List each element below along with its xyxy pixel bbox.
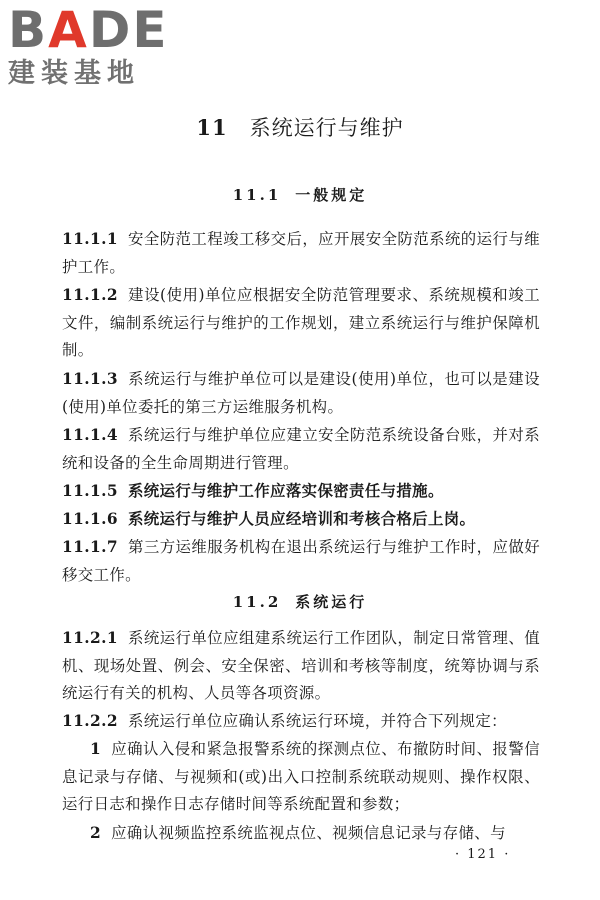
clause-number: 11.1.4	[62, 426, 118, 444]
clause-text: 系统运行与维护单位可以是建设(使用)单位，也可以是建设(使用)单位委托的第三方运维服务机构。	[62, 370, 540, 416]
clause-number: 11.1.3	[62, 370, 118, 388]
clause-text: 系统运行与维护人员应经培训和考核合格后上岗。	[127, 510, 476, 528]
chapter-title	[0, 112, 600, 142]
item-text: 应确认入侵和紧急报警系统的探测点位、布撤防时间、报警信息记录与存储、与视频和(或)出入口控制系统联动规则、操作权限、运行日志和操作日志存储时间等系统配置和参数；	[62, 740, 540, 814]
logo-letter-a: A	[48, 1, 89, 59]
section-number: 11.1	[232, 186, 282, 204]
clause-11-2-2	[62, 708, 540, 736]
item-text: 应确认视频监控系统监视点位、视频信息记录与存储、与	[111, 824, 506, 842]
clause-11-1-7	[62, 534, 540, 589]
clause-number: 11.1.5	[62, 482, 118, 500]
chapter-title-text: 系统运行与维护	[249, 116, 404, 140]
page-number: · 121 ·	[455, 847, 511, 862]
clause-number: 11.2.1	[62, 629, 118, 647]
section-heading-general	[0, 184, 600, 205]
clause-number: 11.1.1	[62, 230, 118, 248]
clause-text: 安全防范工程竣工移交后，应开展安全防范系统的运行与维护工作。	[62, 230, 540, 276]
clause-text: 系统运行单位应组建系统运行工作团队，制定日常管理、值机、现场处置、例会、安全保密、培训和考核等制度，统筹协调与系统运行有关的机构、人员等各项资源。	[62, 629, 540, 703]
clause-11-1-5	[62, 478, 540, 506]
section-title-text: 一般规定	[295, 186, 368, 204]
clause-11-1-3	[62, 366, 540, 421]
logo-wordmark	[8, 1, 173, 59]
clause-text: 系统运行与维护工作应落实保密责任与措施。	[127, 482, 444, 500]
clause-number: 11.1.7	[62, 538, 118, 556]
clause-text: 建设(使用)单位应根据安全防范管理要求、系统规模和竣工文件，编制系统运行与维护的工作规划，建立系统运行与维护保障机制。	[62, 286, 540, 360]
section-heading-operation	[0, 591, 600, 612]
clause-11-1-6	[62, 506, 540, 534]
clause-text: 系统运行与维护单位应建立安全防范系统设备台账，并对系统和设备的全生命周期进行管理。	[62, 426, 540, 472]
clause-11-1-2	[62, 282, 540, 365]
clause-11-1-1	[62, 226, 540, 281]
clause-number: 11.1.2	[62, 286, 118, 304]
item-number: 1	[90, 740, 102, 758]
list-item	[62, 736, 540, 819]
item-number: 2	[90, 824, 102, 842]
logo-subtitle: 建装基地	[8, 58, 140, 89]
clause-text: 第三方运维服务机构在退出系统运行与维护工作时，应做好移交工作。	[62, 538, 540, 584]
chapter-number: 11	[196, 115, 228, 140]
section-number: 11.2	[232, 593, 282, 611]
section-title-text: 系统运行	[295, 593, 368, 611]
logo-letter-b: B	[8, 1, 49, 59]
logo-letters-de: DE	[88, 1, 169, 59]
clause-text: 系统运行单位应确认系统运行环境，并符合下列规定：	[127, 712, 507, 730]
bade-logo	[8, 1, 173, 90]
clause-11-2-1	[62, 625, 540, 708]
clause-number: 11.2.2	[62, 712, 118, 730]
clause-number: 11.1.6	[62, 510, 118, 528]
list-item	[62, 820, 540, 848]
clause-11-1-4	[62, 422, 540, 477]
